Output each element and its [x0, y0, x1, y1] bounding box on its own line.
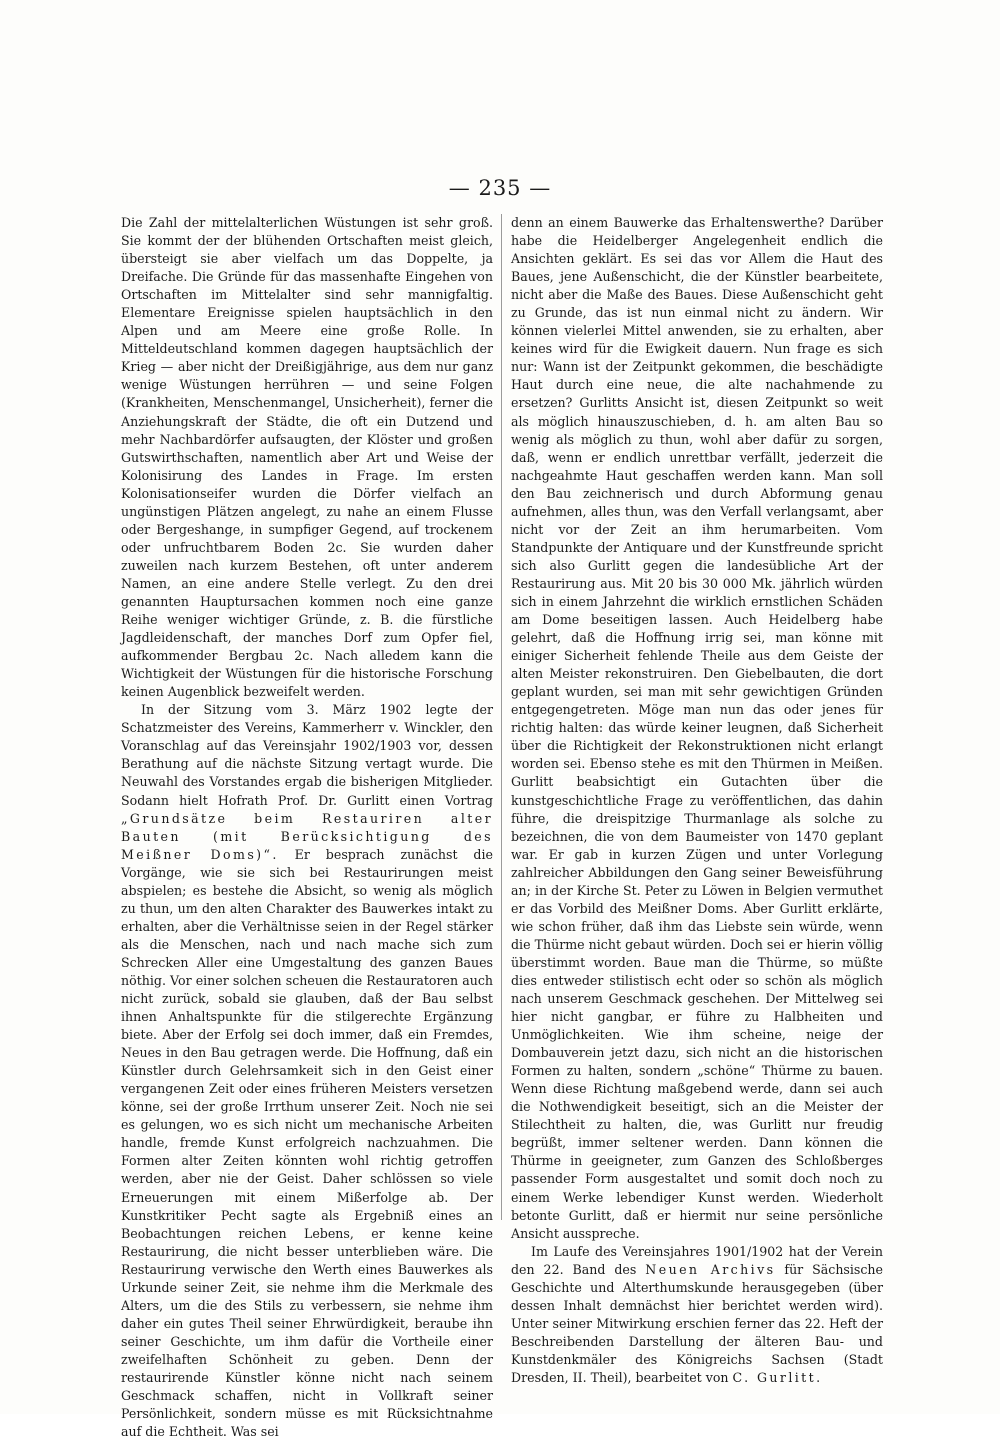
vereinsjahr-text-before: Im Laufe des Vereinsjahres 1901/1902 hat der Verein den 22. Band des: [511, 1243, 883, 1277]
paragraph-sitzung: [121, 701, 493, 1441]
paragraph-erhaltenswerthe: denn an einem Bauwerke das Erhaltenswerthe? Darüber habe die Heidelberger Angelegenheit endlich die Ansichten geklärt. Es sei das vor Allem die Haut des Baues, jene Außenschicht, die der Künstler bearbeitete, nicht aber die Maße des Baues. Diese Außenschicht geht zu Grunde, das ist nun einmal nicht zu ändern. Wir können vielerlei Mittel anwenden, sie zu erhalten, aber keines wird für die Ewigkeit dauern. Nun frage es sich nur: Wann ist der Zeitpunkt gekommen, die beschädigte Haut durch eine neue, die alte nachahmende zu ersetzen? Gurlitts Ansicht ist, diesen Zeitpunkt so weit als möglich hinauszuschieben, d. h. am alten Bau so wenig als möglich zu thun, wohl aber dafür zu sorgen, daß, wenn er endlich unrettbar verfällt, jederzeit die nachgeahmte Haut geschaffen werden kann. Man soll den Bau zeichnerisch und durch Abformung genau aufnehmen, alles thun, was den Verfall verlangsamt, aber nicht vor der Zeit an ihm herumarbeiten. Vom Standpunkte der Antiquare und der Kunstfreunde spricht sich also Gurlitt gegen die landesübliche Art der Restaurirung aus. Mit 20 bis 30 000 Mk. jährlich würden sich in einem Jahrzehnt die wirklich ernstlichen Schäden am Dome beseitigen lassen. Auch Heidelberg habe gelehrt, daß die Hoffnung irrig sei, man könne mit einiger Sicherheit fehlende Theile aus dem Geiste der alten Meister rekonstruiren. Den Giebelbauten, die dort geplant wurden, sei man mit sehr gewichtigen Gründen entgegengetreten. Möge man nun das oder jenes für richtig halten: das würde keiner leugnen, daß Sicherheit über die Richtigkeit der Rekonstruktionen nicht erlangt worden sei. Ebenso stehe es mit den Thürmen in Meißen. Gurlitt beabsichtigt ein Gutachten über die kunstgeschichtliche Frage zu veröffentlichen, das dahin führe, die dreispitzige Thurmanlage als solche zu bezeichnen, die von dem Baumeister von 1470 geplant war. Er gab in kurzen Zügen und unter Vorlegung zahlreicher Abbildungen den Gang seiner Beweisführung an; in der Kirche St. Peter zu Löwen in Belgien vermuthet er das Vorbild des Meißner Doms. Aber Gurlitt erklärte, wie schon früher, daß ihm das Liebste sein würde, wenn die Thürme nicht gebaut würden. Doch sei er hierin völlig überstimmt worden. Baue man die Thürme, so müßte dies entweder stilistisch echt oder so schön als möglich nach unserem Geschmack geschehen. Der Mittelweg sei hier nicht gangbar, er führe zu Halbheiten und Unmöglichkeiten. Wie ihm scheine, neige der Dombauverein jetzt dazu, sich nicht an die historischen Formen zu halten, sondern „schöne“ Thürme zu bauen. Wenn diese Richtung maßgebend werde, dann sei auch die Nothwendigkeit beseitigt, sich an die Meister der Stilechtheit zu halten, die, was Gurlitt nur freudig begrüßt, immer seltener werden. Dann können die Thürme in geeigneter, zum Ganzen des Schloßberges passender Form ausgestaltet und somit doch noch zu einem Werke lebendiger Kunst werden. Wiederholt betonte Gurlitt, daß er hiermit nur seine persönliche Ansicht ausspreche.: [511, 215, 883, 1241]
lecture-title: „Grundsätze beim Restauriren alter Bauten (mit Berücksichtigung des Meißner Doms)“.: [121, 810, 493, 862]
vereinsjahr-text-middle: für Sächsische Geschichte und Alterthumskunde herausgegeben (über dessen Inhalt demnächst hier berichtet werden wird). Unter seiner Mitwirkung erschien ferner das 22. Heft der Beschreibenden Darstellung der älteren Bau- und Kunstdenkmäler des Königreichs Sachsen (Stadt Dresden, II. Theil), bearbeitet von: [511, 1261, 883, 1385]
sitzung-text-before: In der Sitzung vom 3. März 1902 legte der Schatzmeister des Vereins, Kammerherr v. Winckler, den Voranschlag auf das Vereinsjahr 1902/1903 vor, dessen Berathung auf die nächste Sitzung vertagt wurde. Die Neuwahl des Vorstandes ergab die bisherigen Mitglieder. Sodann hielt Hofrath Prof. Dr. Gurlitt einen Vortrag: [121, 702, 493, 808]
right-column: [511, 214, 883, 1385]
paragraph-wuestungen: Die Zahl der mittelalterlichen Wüstungen ist sehr groß. Sie kommt der der blühenden Ortschaften meist gleich, übersteigt sie aber vielfach um das Doppelte, ja Dreifache. Die Gründe für das massenhafte Eingehen von Ortschaften im Mittelalter sind sehr mannigfaltig. Elementare Ereignisse spielen hauptsächlich in den Alpen und am Meere eine große Rolle. In Mitteldeutschland kommen dagegen hauptsächlich der Krieg — aber nicht der Dreißigjährige, aus dem nur ganz wenige Wüstungen herrühren — und seine Folgen (Krankheiten, Menschenmangel, Unsicherheit), ferner die Anziehungskraft der Städte, die oft ein Dutzend und mehr Nachbardörfer aufsaugten, der Klöster und großen Gutswirthschaften, namentlich aber Art und Weise der Kolonisirung des Landes in Frage. Im ersten Kolonisationseifer wurden die Dörfer vielfach an ungünstigen Plätzen angelegt, zu nahe an einem Flusse oder Bergeshange, in sumpfiger Gegend, auf trockenem oder unfruchtbarem Boden 2c. Sie wurden daher zuweilen nach kurzem Bestehen, oft unter anderem Namen, an eine andere Stelle verlegt. Zu den drei genannten Hauptursachen kommen noch eine ganze Reihe weniger wichtiger Gründe, z. B. die fürstliche Jagdleidenschaft, der manches Dorf zum Opfer fiel, aufkommender Bergbau 2c. Nach alledem kann die Wichtigkeit der Wüstungen für die historische Forschung keinen Augenblick bezweifelt werden.: [121, 215, 493, 700]
sitzung-text-after: Er besprach zunächst die Vorgänge, wie sie sich bei Restaurirungen meist abspielen; es bestehe die Absicht, so wenig als möglich zu thun, um den alten Charakter des Bauwerkes intakt zu erhalten, aber die Verhältnisse seien in der Regel stärker als die Menschen, nach und nach mache sich zum Schrecken Aller eine Umgestaltung des ganzen Baues nöthig. Vor einer solchen scheuen die Restauratoren auch nicht zurück, sobald sie glauben, daß der Bau selbst ihnen Anhaltspunkte für die stilgerechte Ergänzung biete. Aber der Erfolg sei doch immer, daß ein Fremdes, Neues in den Bau getragen werde. Die Hoffnung, daß ein Künstler durch Gelehrsamkeit sich in den Geist einer vergangenen Zeit oder eines früheren Meisters versetzen könne, sei der große Irrthum unserer Zeit. Noch nie sei es gelungen, wo es sich nicht um mechanische Arbeiten handle, fremde Kunst erfolgreich nachzuahmen. Die Formen alter Zeiten könnten wohl richtig getroffen werden, aber nie der Geist. Daher schlössen so viele Erneuerungen mit einem Mißerfolge ab. Der Kunstkritiker Pecht sagte als Ergebniß eines an Beobachtungen reichen Lebens, er kenne keine Restaurirung, die nicht besser unterblieben wäre. Die Restaurirung verwische den Werth eines Bauwerkes als Urkunde seiner Zeit, sie nehme ihm die Merkmale des Alters, um die des Stils zu verbessern, sie nehme ihm daher ein gutes Theil seiner Ehrwürdigkeit, beraube ihn seiner Geschichte, um ihm dafür die Vortheile einer zweifelhaften Schönheit zu geben. Denn der restaurirende Künstler könne nicht nach seinem Geschmack schaffen, nicht in Vollkraft seiner Persönlichkeit, sondern müsse es mit Rücksichtnahme auf die Echtheit. Was sei: [121, 846, 493, 1440]
author-name: C. Gurlitt.: [732, 1370, 823, 1385]
page-number: — 235 —: [448, 176, 552, 200]
left-column: [121, 214, 493, 1440]
archive-title: Neuen Archivs: [645, 1261, 776, 1277]
column-divider: [501, 214, 502, 1220]
paragraph-vereinsjahr: [511, 1243, 883, 1387]
